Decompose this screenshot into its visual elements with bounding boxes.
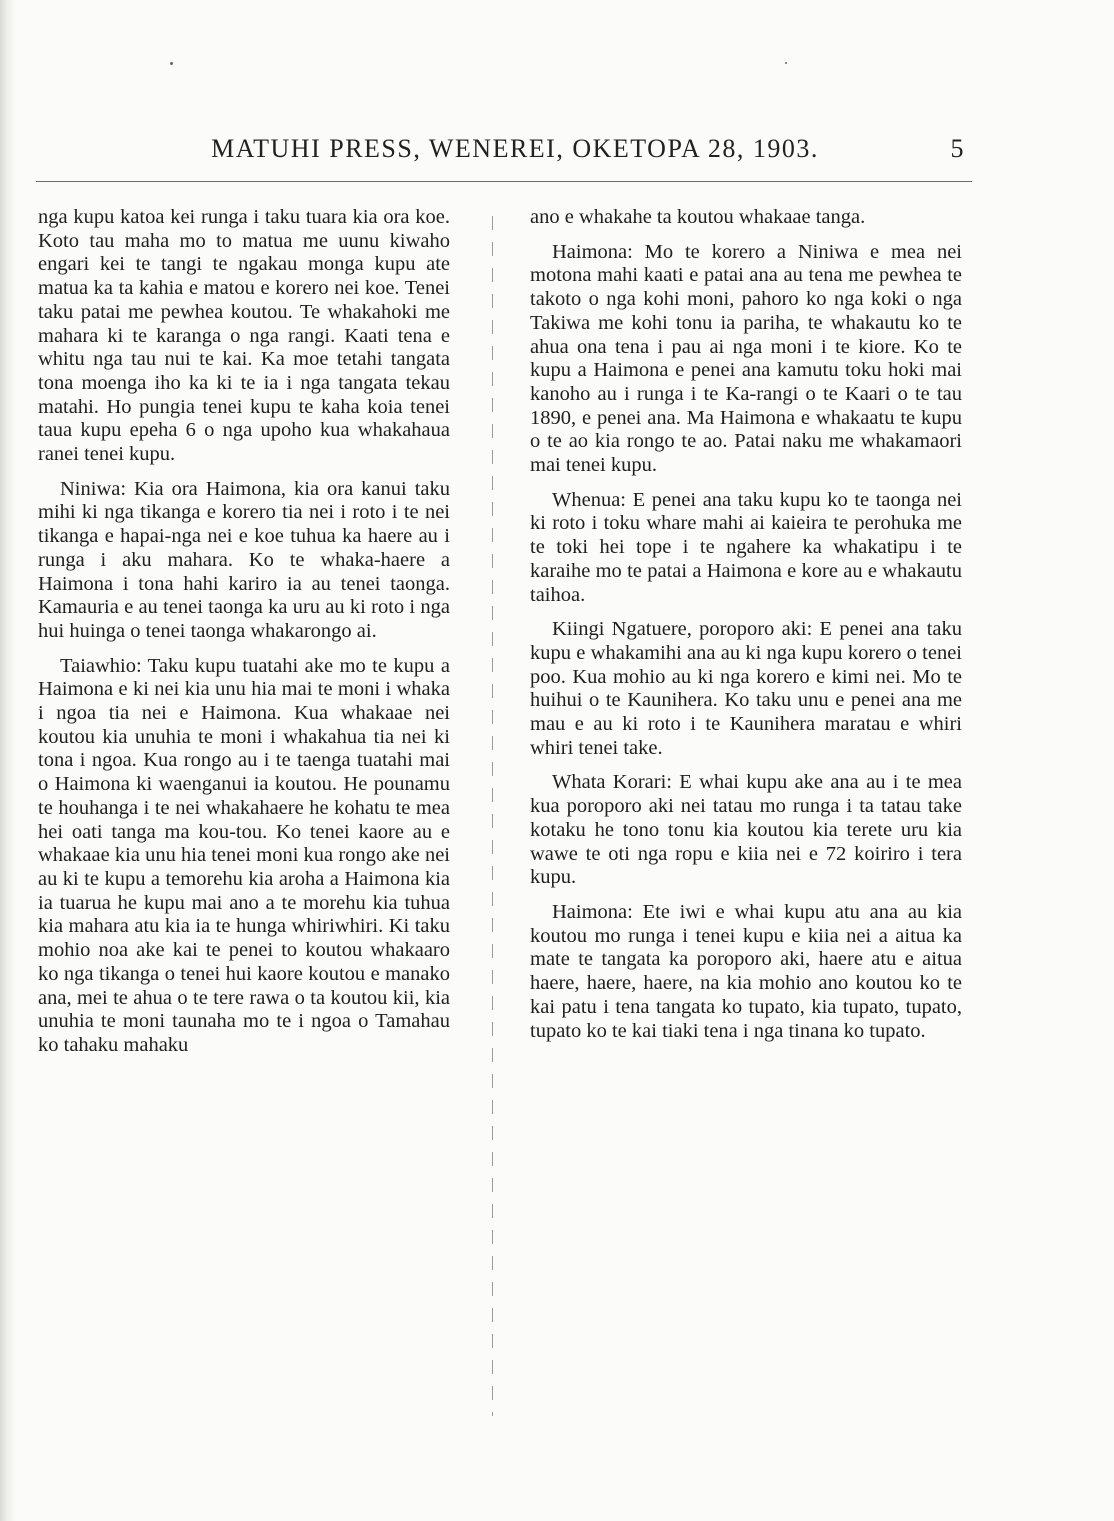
paragraph-haimona-closing: Haimona: Ete iwi e whai kupu atu ana au kia koutou mo runga i tenei kupu e kiia nei a aitua ka mate te tangata ka poroporo aki, haere atu e aitua haere, haere, haere, na kia mohio ano koutou ko te kai patu i tena tangata ko tupato, kia tupato, tupato, tupato ko te kai tiaki tena i nga tinana ko tupato.	[530, 900, 962, 1042]
paragraph-whenua: Whenua: E penei ana taku kupu ko te taonga nei ki roto i toku whare mahi ai kaieira te perohuka me te toki hei tope i te ngahere ka whakatipu i te karaihe mo te patai a Haimona e kore au e whakautu taihoa.	[530, 488, 962, 606]
paragraph-haimona: Haimona: Mo te korero a Niniwa e mea nei motona mahi kaati e patai ana au tena me pewhea te takoto o nga kohi moni, pahoro ko nga koki o nga Takiwa me kohi tonu ia pariha, te whakautu ko te ahua ona tena i pau ai nga moni i te kiore. Ko te kupu a Haimona e penei ana kamutu toku hoki mai kanoho au i runga i te Ka-rangi o te Kaari o te tau 1890, e penei ana. Ma Haimona e whakaatu te kupu o te ao kia rongo te ao. Patai naku me whakamaori mai tenei kupu.	[530, 240, 962, 477]
paragraph-niniwa: Niniwa: Kia ora Haimona, kia ora kanui taku mihi ki nga tikanga e korero tia nei i roto i te nei tikanga e hapai-nga nei e koe tuhua ka haere au i runga i aku mahara. Ko te whaka-haere a Haimona i tona hahi kariro ia au tenei taonga. Kamauria e au tenei taonga ka uru au ki roto i nga hui huinga o tenei taonga whakarongo ai.	[38, 477, 450, 642]
right-column	[530, 206, 962, 1054]
page-binding-edge	[0, 0, 16, 1521]
paragraph-whata-korari: Whata Korari: E whai kupu ake ana au i te mea kua poroporo aki nei tatau mo runga i ta tatau take kotaku he tono tonu kia koutou kia terete uru kia wawe te oti nga ropu e kiia nei e 72 koiriro i tera kupu.	[530, 771, 962, 889]
ink-speck	[170, 62, 173, 65]
page-header-title: MATUHI PRESS, WENEREI, OKETOPA 28, 1903.	[211, 134, 819, 163]
paragraph-kiingi-ngatuere: Kiingi Ngatuere, poroporo aki: E penei ana taku kupu e whakamihi ana au ki nga kupu korero o tenei poo. Kua mohio au ki nga korero e kimi nei. Mo te huihui o te Kaunihera. Ko taku unu e penei ana me mau e au ki roto i te Kaunihera maratau e whiri whiri tenei take.	[530, 618, 962, 759]
left-column	[38, 206, 450, 1069]
paragraph: ano e whakahe ta koutou whakaae tanga.	[530, 206, 866, 228]
page-number: 5	[950, 134, 964, 163]
paragraph-taiawhio: Taiawhio: Taku kupu tuatahi ake mo te kupu a Haimona e ki nei kia unu hia mai te moni i whaka i ngoa tia nei e Haimona. Kua whakaae nei koutou kia unuhia te moni i whakahua tia nei ki tona i ngoa. Kua rongo au i te taenga tuatahi mai o Haimona ki waenganui ia koutou. He pounamu te houhanga i te nei whakahaere he kohatu te mea hei oati tanga ma kou-tou. Ko tenei kaore au e whakaae kia unu hia tenei moni kua rongo ake nei au ki te kupu a temorehu kia aroha a Haimona kia ia tuarua he kupu mai ano a te morehu kia tuhua kia mahara atu kia ia te hunga whiriwhiri. Ki taku mohio noa ake kai te penei to koutou whakaaro ko nga tikanga o tenei hui kaore koutou e manako ana, mei te ahua o te tere rawa o ta koutou kii, kia unuhia te moni taunaha mo te i ngoa o Tamahau ko tahaku mahaku	[38, 654, 450, 1056]
ink-speck	[785, 62, 787, 64]
paragraph: nga kupu katoa kei runga i taku tuara kia ora koe. Koto tau maha mo to matua me uunu kiwaho engari kei te tangi te ngakau monga kupu ate matua ka ta kahia e matou e korero nei koe. Tenei taku patai me pewhea koutou. Te whakahoki me mahara ki te karanga o nga rangi. Kaati tena e whitu nga tau nui te kai. Ka moe tetahi tangata tona moenga iho ka ki te ia i nga tangata tekau matahi. Ho pungia tenei kupu te kaha koia tenei taua kupu epeha 6 o nga upoho kua whakahaua ranei tenei kupu.	[38, 206, 450, 466]
header-rule	[36, 181, 972, 182]
column-divider	[492, 216, 493, 1416]
